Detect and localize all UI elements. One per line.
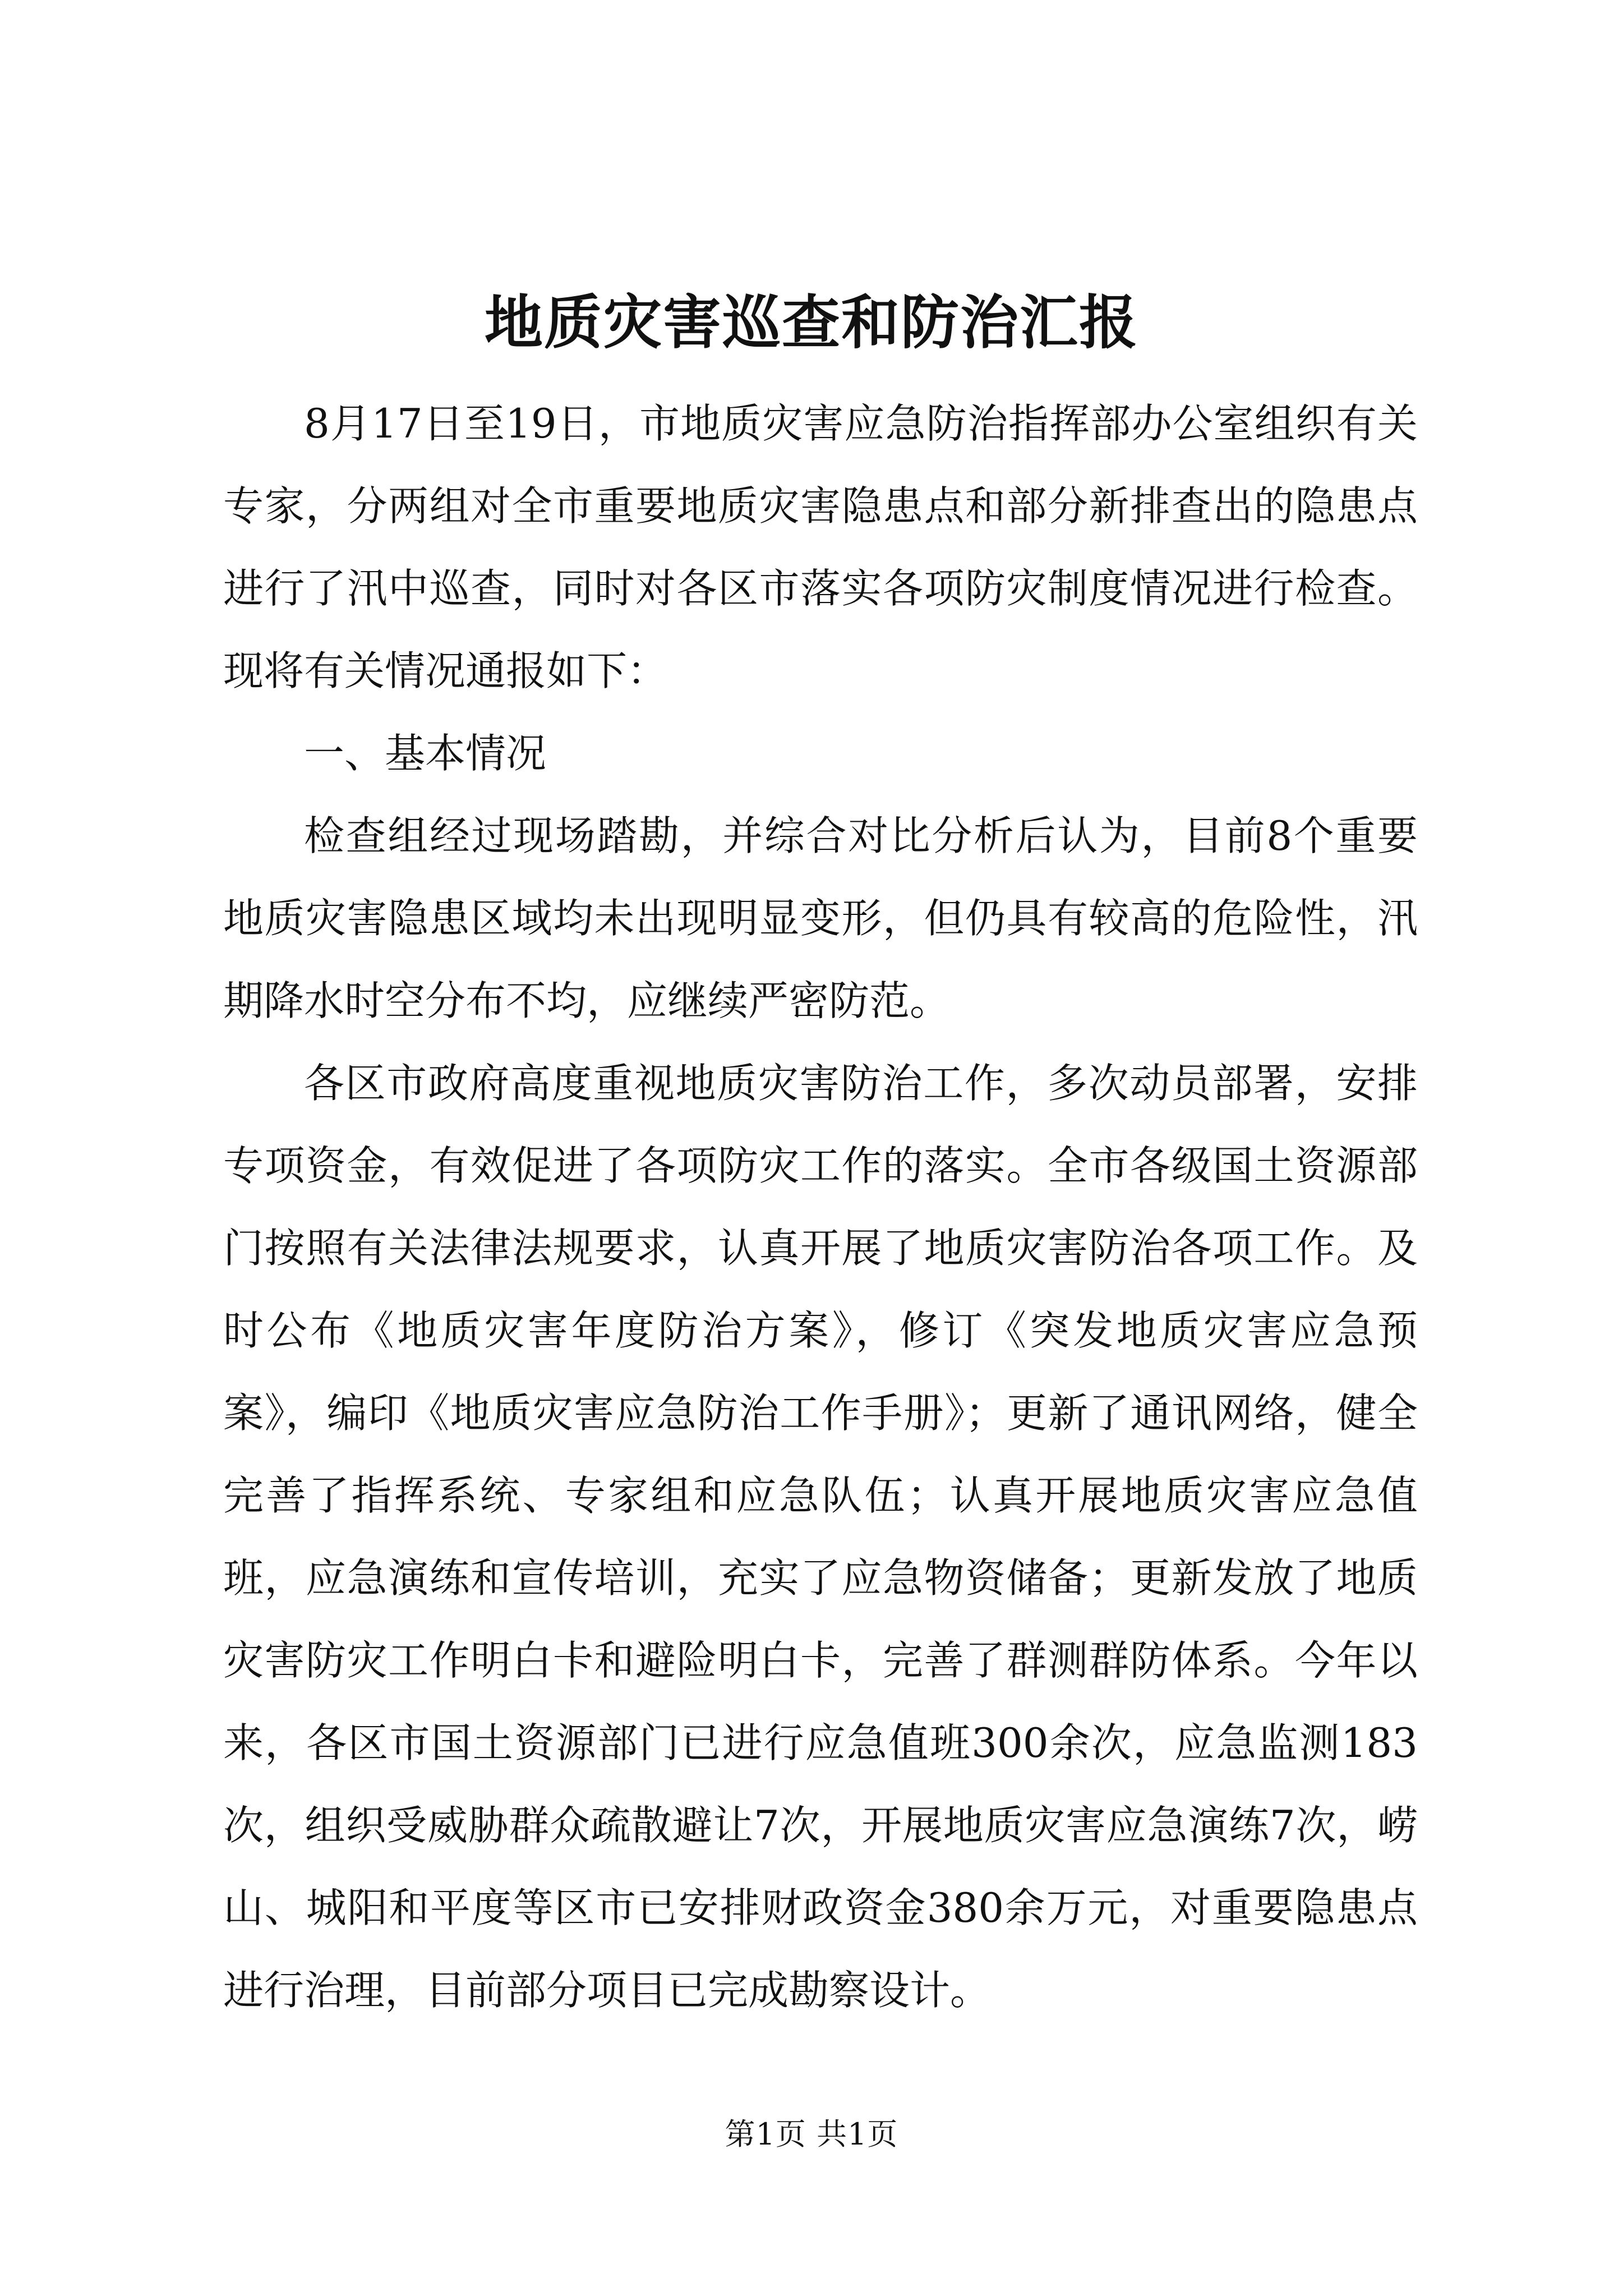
page-footer: 第1页 共1页: [725, 2116, 898, 2152]
paragraph-prevention-work: 各区市政府高度重视地质灾害防治工作，多次动员部署，安排专项资金，有效促进了各项防灾工作的落实。全市各级国土资源部门按照有关法律法规要求，认真开展了地质灾害防治各项工作。及时公布《地质灾害年度防治方案》，修订《突发地质灾害应急预案》，编印《地质灾害应急防治工作手册》；更新了通讯网络，健全完善了指挥系统、专家组和应急队伍；认真开展地质灾害应急值班，应急演练和宣传培训，充实了应急物资储备；更新发放了地质灾害防灾工作明白卡和避险明白卡，完善了群测群防体系。今年以来，各区市国土资源部门已进行应急值班300余次，应急监测183次，组织受威胁群众疏散避让7次，开展地质灾害应急演练7次，崂山、城阳和平度等区市已安排财政资金380余万元，对重要隐患点进行治理，目前部分项目已完成勘察设计。: [223, 1060, 1418, 2014]
document-body: [223, 383, 1418, 2032]
paragraph-inspection-findings: 检查组经过现场踏勘，并综合对比分析后认为，目前8个重要地质灾害隐患区域均未出现明显变形，但仍具有较高的危险性，汛期降水时空分布不均，应继续严密防范。: [223, 812, 1418, 1024]
paragraph-intro: 8月17日至19日，市地质灾害应急防治指挥部办公室组织有关专家，分两组对全市重要地质灾害隐患点和部分新排查出的隐患点进行了汛中巡查，同时对各区市落实各项防灾制度情况进行检查。现将有关情况通报如下：: [223, 400, 1418, 694]
section-heading-basic-situation: 一、基本情况: [304, 730, 547, 777]
document-title: 地质灾害巡查和防治汇报: [484, 288, 1138, 357]
